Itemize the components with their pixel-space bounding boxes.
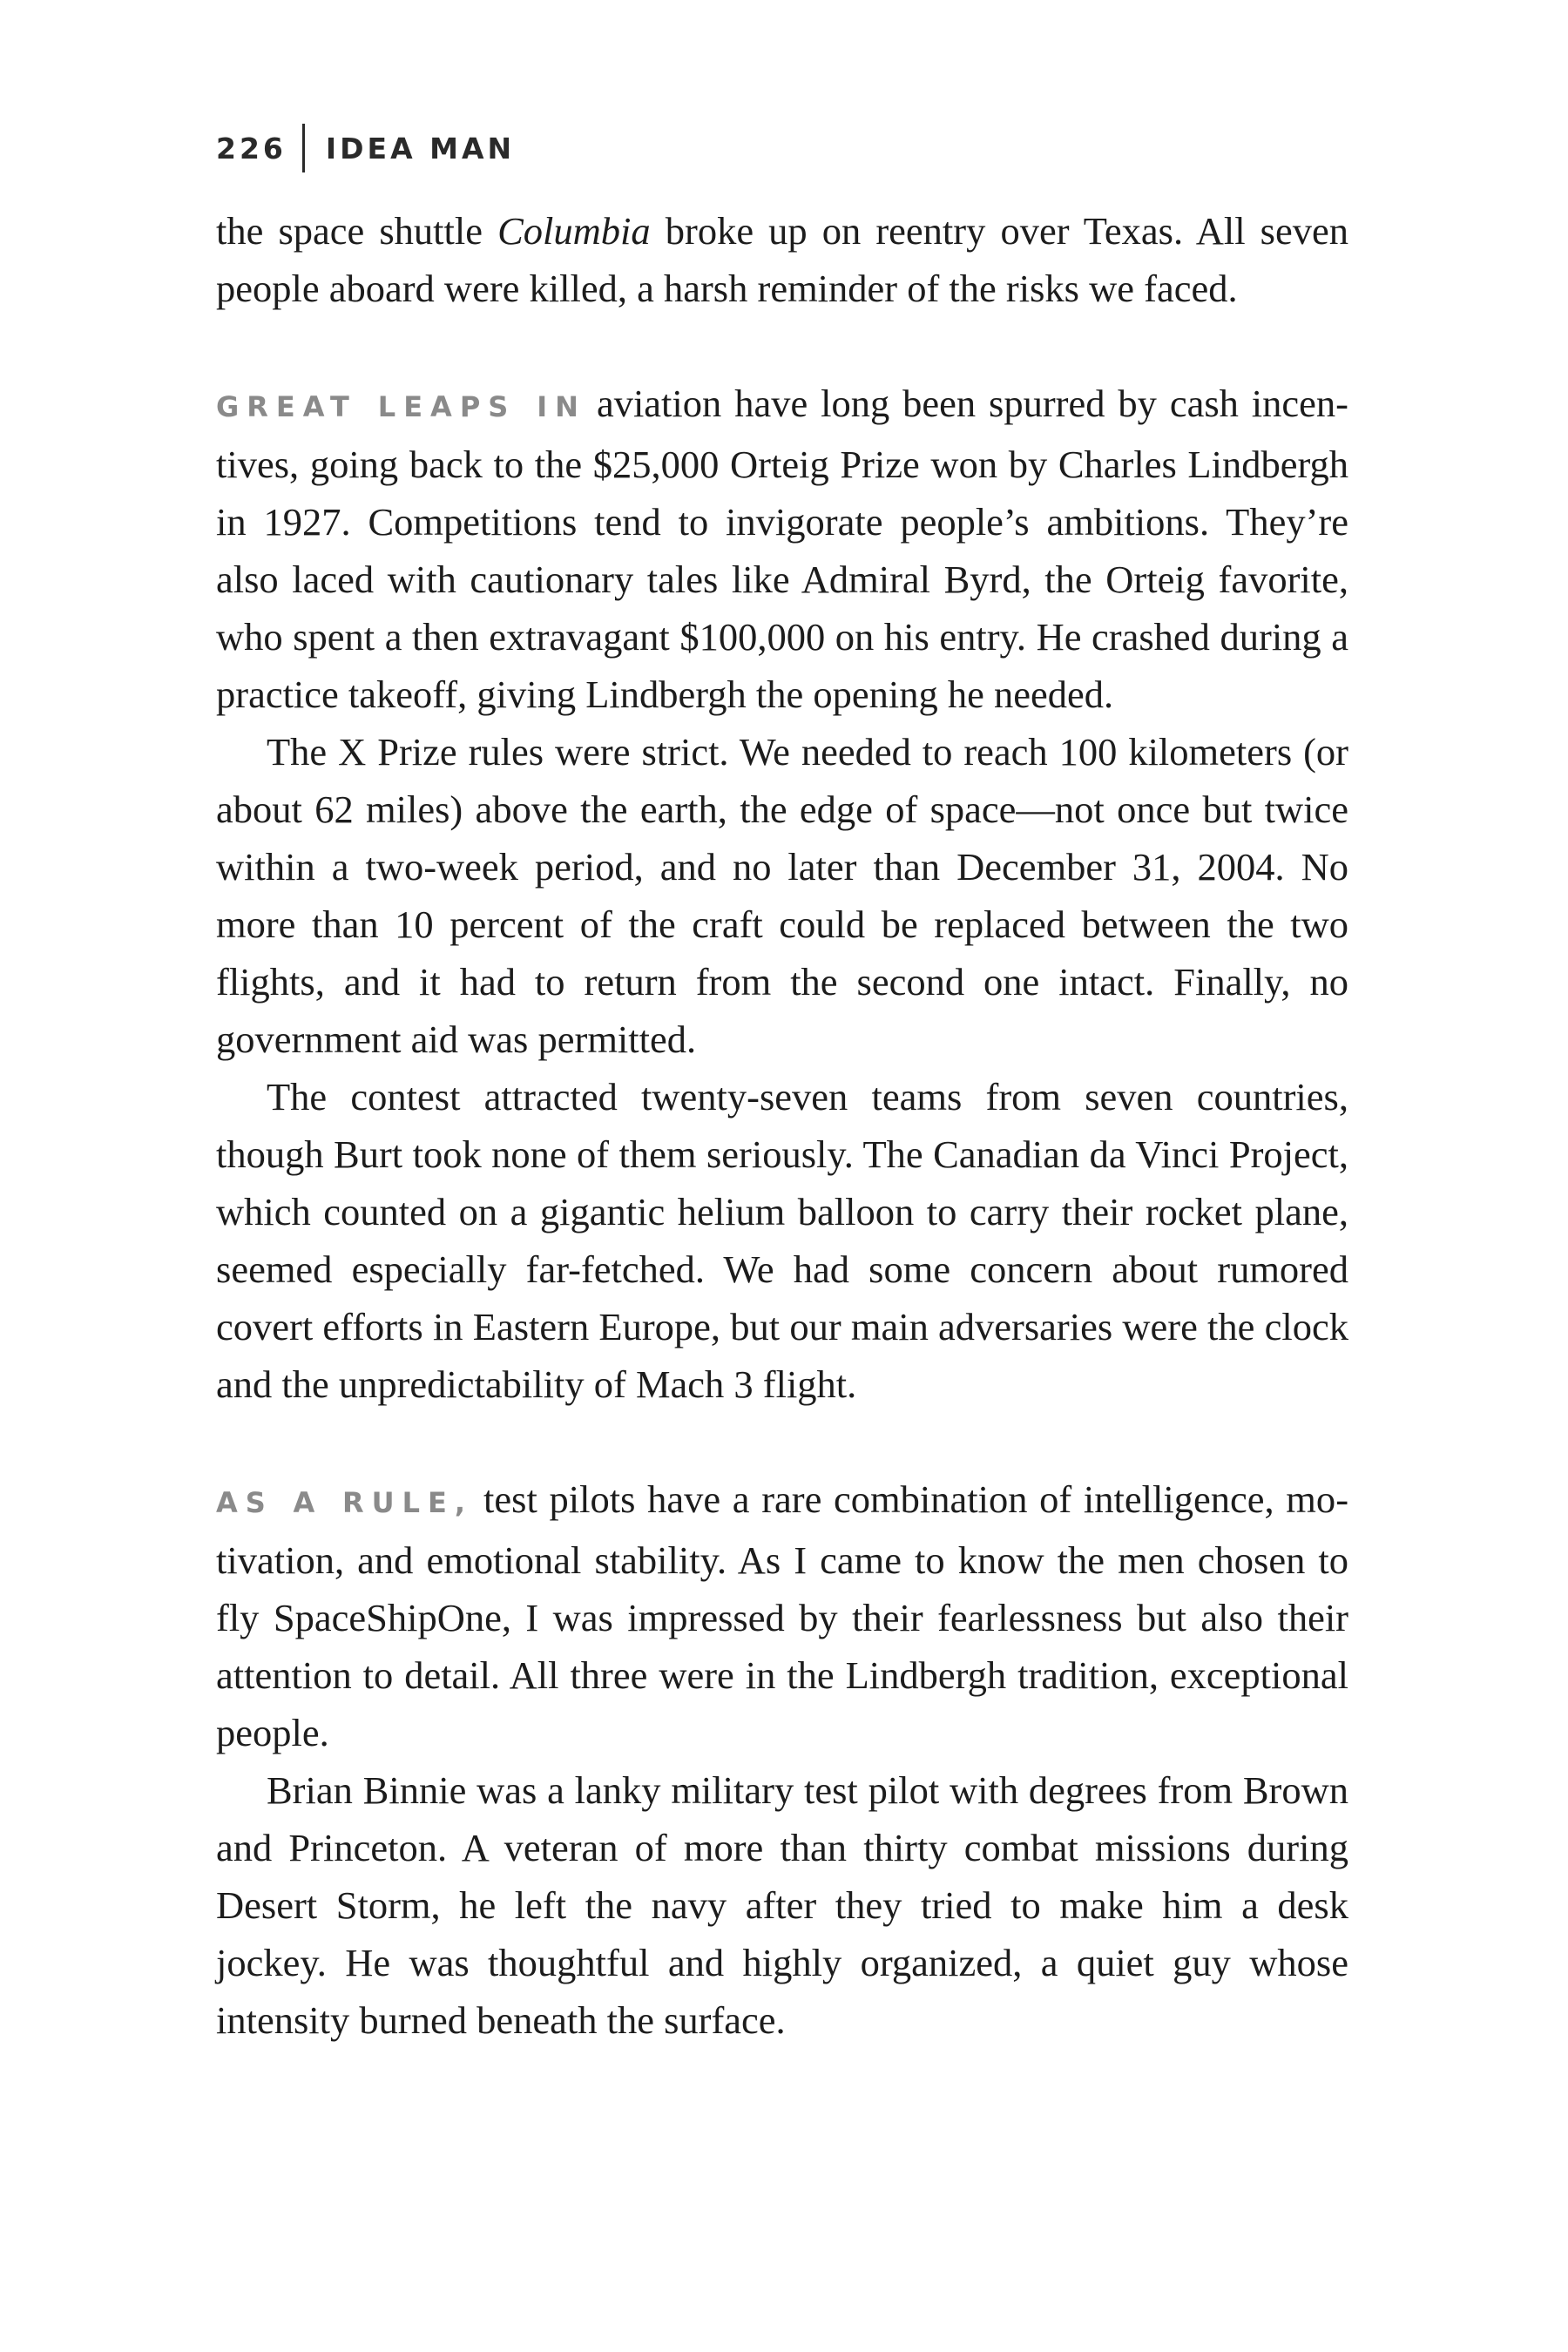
section-lead-in: AS A RULE,: [216, 1486, 474, 1519]
ship-name: Columbia: [497, 209, 651, 253]
paragraph-text: the space shuttle: [216, 209, 498, 253]
section-paragraph: [216, 1470, 1348, 1761]
running-head: [216, 124, 515, 172]
paragraph: [216, 1068, 1348, 1413]
paragraph-text: Brian Binnie was a lanky military test pilot with degrees from Brown and Princeton. A veteran of more than thirty combat missions during Desert Storm, he left the navy after they tried to make him a desk jockey. He was thoughtful and highly organized, a quiet guy whose intensity burned beneath the surface.: [216, 1768, 1348, 2042]
section-lead-in: GREAT LEAPS IN: [216, 390, 586, 423]
body-text: [216, 202, 1348, 2049]
paragraph-text: test pilots have a rare combination of intelligence, motivation, and emotional stability. As I came to know the men chosen to fly SpaceShipOne, I was impressed by their fearlessness but also their attention to detail. All three were in the Lindbergh tradition, exceptional people.: [216, 1477, 1349, 1754]
paragraph-text: broke up on reentry over Texas. All seven people aboard were killed, a harsh reminder of the risks we faced.: [216, 209, 1348, 310]
header-divider: [302, 124, 305, 172]
paragraph-continued: [216, 202, 1348, 317]
paragraph-text: The contest attracted twenty-seven teams from seven countries, though Burt took none of them seriously. The Canadian da Vinci Project, which counted on a gigantic helium balloon to carry their rocket plane, seemed especially far-fetched. We had some concern about rumored covert efforts in Eastern Europe, but our main adversaries were the clock and the unpredictability of Mach 3 flight.: [216, 1075, 1348, 1406]
paragraph-text: aviation have long been spurred by cash incentives, going back to the $25,000 Orteig Prize won by Charles Lindbergh in 1927. Competitions tend to invigorate people’s ambitions. They’re also laced with cautionary tales like Admiral Byrd, the Orteig favorite, who spent a then extravagant $100,000 on his entry. He crashed during a practice takeoff, giving Lindbergh the opening he needed.: [216, 382, 1348, 716]
paragraph-text: The X Prize rules were strict. We needed to reach 100 kilometers (or about 62 miles) above the earth, the edge of space—not once but twice within a two-week period, and no later than December 31, 2004. No more than 10 percent of the craft could be replaced between the two flights, and it had to return from the second one intact. Finally, no government aid was permitted.: [216, 730, 1348, 1061]
page-number: 226: [216, 131, 287, 166]
paragraph: [216, 1761, 1348, 2049]
section-paragraph: [216, 375, 1348, 723]
paragraph: [216, 723, 1348, 1068]
book-title: IDEA MAN: [325, 131, 516, 166]
